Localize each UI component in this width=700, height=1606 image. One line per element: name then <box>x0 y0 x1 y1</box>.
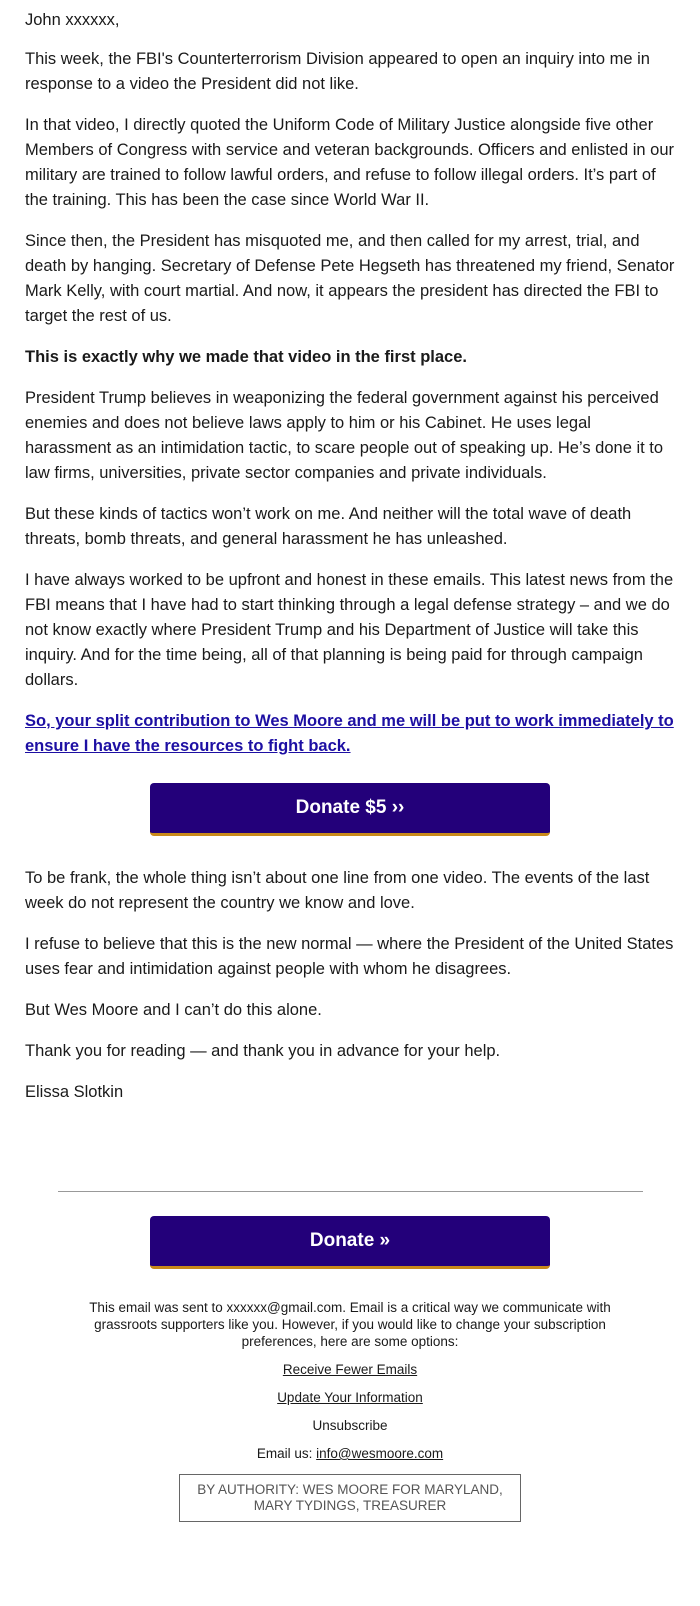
authority-line-1: BY AUTHORITY: WES MOORE FOR MARYLAND, <box>197 1482 503 1497</box>
unsubscribe-row <box>80 1417 620 1434</box>
update-info-row <box>80 1389 620 1406</box>
donate-button-container <box>25 783 675 836</box>
footer-donate-container <box>0 1216 700 1269</box>
email-us-label: Email us: <box>256 1446 317 1461</box>
signature: Elissa Slotkin <box>25 1083 124 1101</box>
closing-paragraph-2: I refuse to believe that this is the new normal — where the President of the United States uses fear and intimidation against people with whom he disagrees. <box>25 935 674 978</box>
contribution-link[interactable]: So, your split contribution to Wes Moore and me will be put to work immediately to ensure I have the resources to fight back. <box>25 712 674 755</box>
footer-divider <box>58 1191 643 1192</box>
unsubscribe-link[interactable]: Unsubscribe <box>312 1418 388 1433</box>
closing-paragraph-4: Thank you for reading — and thank you in advance for your help. <box>25 1042 501 1060</box>
donate-5-button[interactable]: Donate $5 ›› <box>150 783 550 836</box>
bold-statement: This is exactly why we made that video in the first place. <box>25 348 467 366</box>
authority-line-2: MARY TYDINGS, TREASURER <box>253 1498 447 1513</box>
footer-notice: This email was sent to xxxxxx@gmail.com. Email is a critical way we communicate with grassroots supporters like you. However, if you would like to change your subscription preferences, here are some options: <box>89 1300 611 1349</box>
cta-paragraph <box>25 709 675 759</box>
body-paragraph-5: But these kinds of tactics won’t work on me. And neither will the total wave of death threats, bomb threats, and general harassment he has unleashed. <box>25 505 632 548</box>
receive-fewer-emails-link[interactable]: Receive Fewer Emails <box>282 1362 418 1377</box>
authority-disclaimer-box <box>179 1474 521 1522</box>
closing-paragraph-1: To be frank, the whole thing isn’t about one line from one video. The events of the last week do not represent the country we know and love. <box>25 869 650 912</box>
closing-paragraph-3: But Wes Moore and I can’t do this alone. <box>25 1001 322 1019</box>
body-paragraph-6: I have always worked to be upfront and honest in these emails. This latest news from the FBI means that I have had to start thinking through a legal defense strategy – and we do not know exactly where President Trump and his Department of Justice will take this inquiry. And for the time being, all of that planning is being paid for through campaign dollars. <box>25 571 674 689</box>
update-information-link[interactable]: Update Your Information <box>277 1390 423 1405</box>
footer-donate-button[interactable]: Donate » <box>150 1216 550 1269</box>
contact-email-link[interactable]: info@wesmoore.com <box>316 1446 444 1461</box>
footer <box>0 1299 700 1522</box>
greeting: John xxxxxx, <box>25 11 120 29</box>
fewer-emails-row <box>80 1361 620 1378</box>
body-paragraph-3: Since then, the President has misquoted me, and then called for my arrest, trial, and death by hanging. Secretary of Defense Pete Hegseth has threatened my friend, Senator Mark Kelly, with court martial. And now, it appears the president has directed the FBI to target the rest of us. <box>25 232 675 325</box>
body-paragraph-2: In that video, I directly quoted the Uniform Code of Military Justice alongside five other Members of Congress with service and veteran backgrounds. Officers and enlisted in our military are trained to follow lawful orders, and refuse to follow illegal orders. It’s part of the training. This has been the case since World War II. <box>25 116 675 209</box>
body-paragraph-1: This week, the FBI's Counterterrorism Division appeared to open an inquiry into me in response to a video the President did not like. <box>25 50 650 93</box>
body-paragraph-4: President Trump believes in weaponizing the federal government against his perceived enemies and does not believe laws apply to him or his Cabinet. He uses legal harassment as an intimidation tactic, to scare people out of speaking up. He’s done it to law firms, universities, private sector companies and private individuals. <box>25 389 664 482</box>
spacer <box>0 1121 700 1191</box>
email-us-row <box>80 1445 620 1462</box>
